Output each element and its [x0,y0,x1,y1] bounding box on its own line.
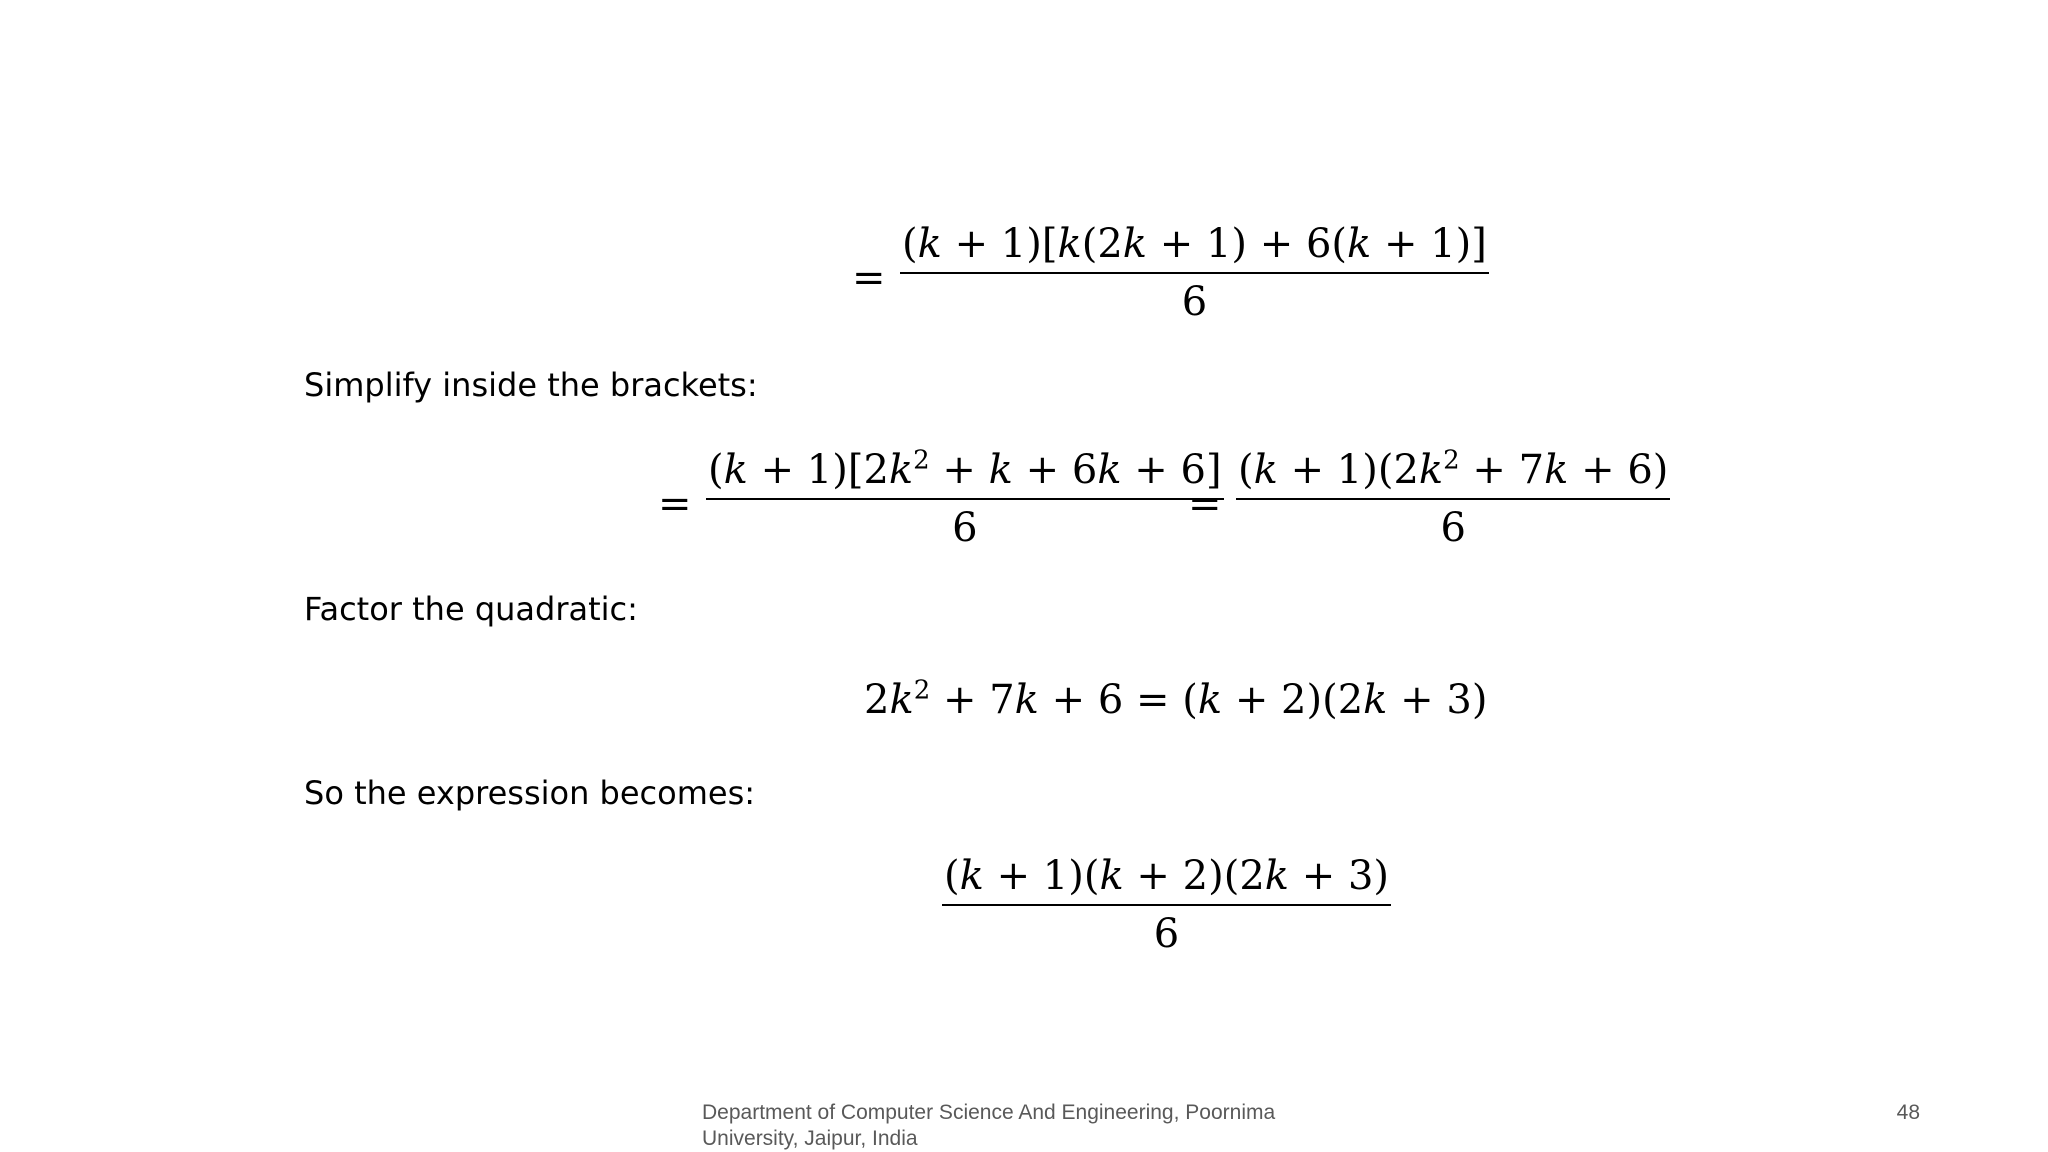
math-variable: k [1099,853,1124,899]
math-text: + 3) [1387,677,1488,723]
math-variable: k [1418,447,1444,493]
math-text: + 6) [1568,447,1669,493]
math-variable: k [1197,677,1223,723]
math-text: + 6] [1121,447,1222,493]
math-text: + 2)(2 [1123,853,1265,899]
math-text: + 6 [1012,447,1098,493]
equation-4-numerator [942,853,1391,899]
math-text: + 1)[2 [747,447,889,493]
math-text: + 7 [930,677,1015,723]
math-variable: k [1097,447,1122,493]
math-text: + [929,447,989,493]
equation-1-numerator [900,221,1489,267]
math-text: ( [1238,447,1254,493]
instruction-text-factor: Factor the quadratic: [304,590,638,628]
fraction-bar [1236,498,1670,500]
math-text: + 1) + 6( [1147,221,1348,267]
math-text: + 7 [1459,447,1545,493]
math-text: + 3) [1289,853,1390,899]
math-variable: k [917,221,942,267]
equals-sign: = [1188,481,1222,527]
equation-4-fraction [942,853,1391,957]
equation-2-right-denominator: 6 [1440,505,1466,551]
fraction-bar [900,272,1489,274]
math-variable: k [1264,853,1290,899]
math-variable: k [888,447,914,493]
math-exponent: 2 [1443,445,1460,476]
math-text: + 6 = ( [1038,677,1198,723]
math-variable: k [889,677,914,723]
equation-2-fraction-right [1236,445,1670,551]
equals-sign: = [658,481,692,527]
equation-2-left-numerator [706,445,1224,493]
math-text: ( [708,447,724,493]
math-variable: k [723,447,748,493]
math-text: + 2)(2 [1222,677,1364,723]
math-variable: k [1363,677,1388,723]
math-variable: k [1014,677,1039,723]
math-text: ( [902,221,918,267]
equation-2-left-denominator: 6 [952,505,978,551]
math-text: ( [944,853,960,899]
fraction-bar [942,904,1391,906]
math-variable: k [988,447,1013,493]
math-variable: k [1122,221,1148,267]
math-variable: k [1347,221,1372,267]
math-variable: k [959,853,984,899]
math-variable: k [1253,447,1278,493]
page-number: 48 [1896,1101,1920,1124]
math-variable: k [1544,447,1569,493]
instruction-text-expression: So the expression becomes: [304,774,756,812]
math-text: + 1)] [1371,221,1487,267]
math-text: + 1)(2 [1277,447,1419,493]
equation-2-right-numerator [1236,445,1670,493]
equation-4-denominator: 6 [1153,911,1180,957]
equation-1-denominator: 6 [1181,279,1208,325]
math-exponent: 2 [913,445,930,476]
equation-1-fraction [900,221,1489,325]
instruction-text-simplify: Simplify inside the brackets: [304,366,758,404]
fraction-bar [706,498,1224,500]
math-exponent: 2 [913,675,931,706]
equation-2-fraction-left [706,445,1224,551]
math-text: 2 [864,677,890,723]
math-text: + 1)( [983,853,1100,899]
math-text: (2 [1081,221,1123,267]
equals-sign: = [852,255,886,301]
equation-3-factorization [864,675,1488,723]
math-text: + 1)[ [941,221,1058,267]
math-variable: k [1057,221,1082,267]
footer-department: Department of Computer Science And Engineering, Poornima University, Jaipur, India [702,1101,1276,1150]
